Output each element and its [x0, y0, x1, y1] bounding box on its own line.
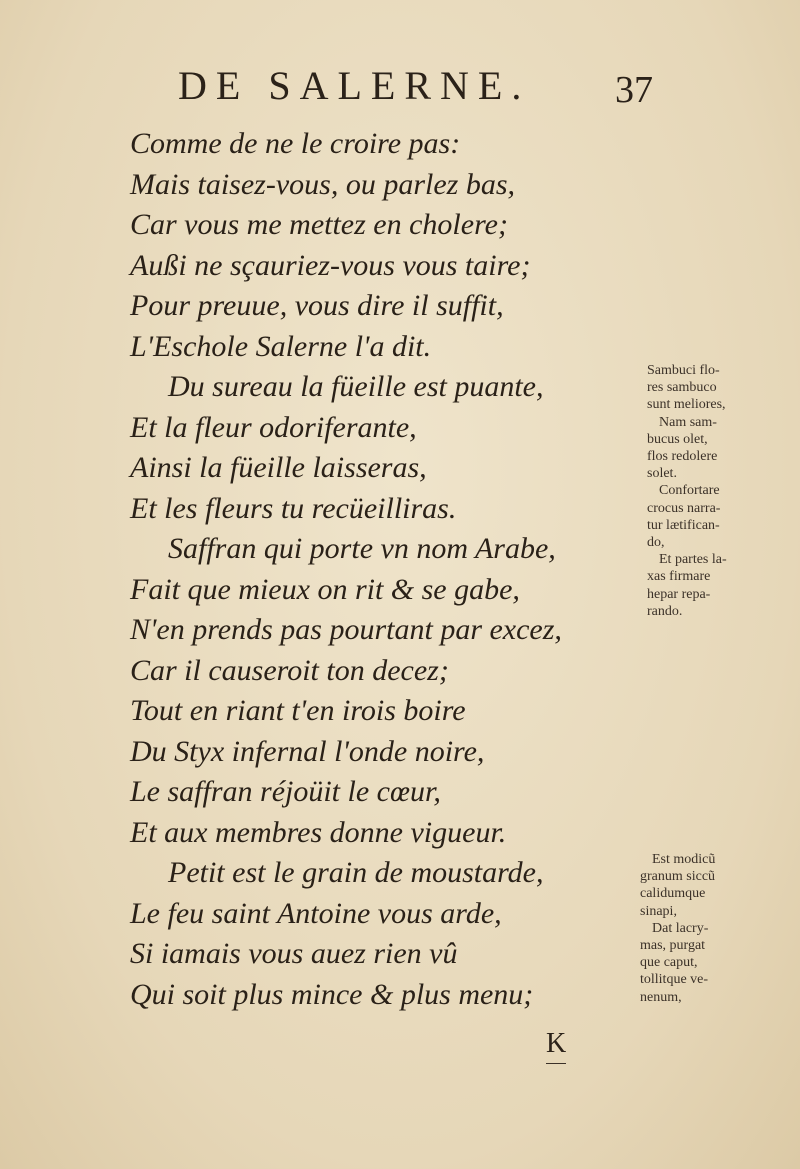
verse-line: Le saffran réjoüit le cœur,: [130, 775, 441, 808]
margin-note-line: rando.: [647, 603, 683, 619]
verse-line: Du sureau la füeille est puante,: [168, 370, 544, 403]
margin-note-sambucus: [647, 362, 792, 620]
margin-note-sinapi: [640, 851, 785, 1006]
verse-line: Et les fleurs tu recüeilliras.: [130, 491, 457, 525]
verse-line: Außi ne sçauriez-vous vous taire;: [130, 248, 531, 282]
verse-line: Saffran qui porte vn nom Arabe,: [168, 532, 556, 565]
verse-line: Qui soit plus mince & plus menu;: [130, 977, 534, 1011]
margin-note-line: mas, purgat: [640, 938, 706, 954]
verse-line: N'en prends pas pourtant par excez,: [130, 613, 562, 646]
verse-line: Car il causeroit ton decez;: [130, 653, 449, 687]
margin-note-line: calidumque: [640, 886, 706, 902]
verse-line: Mais taisez-vous, ou parlez bas,: [130, 167, 515, 201]
margin-note-line: nenum,: [640, 989, 682, 1005]
verse-line: Du Styx infernal l'onde noire,: [130, 734, 485, 768]
margin-note-line: Et partes la-: [659, 552, 727, 568]
verse-line: Et aux membres donne vigueur.: [130, 815, 507, 849]
margin-note-line: sunt meliores,: [647, 397, 726, 413]
margin-note-line: Est modicũ: [652, 852, 716, 867]
margin-note-line: granum siccũ: [640, 869, 716, 885]
margin-note-line: do,: [647, 535, 665, 551]
verse-line: Et la fleur odoriferante,: [130, 410, 417, 444]
margin-note-line: solet.: [647, 466, 677, 482]
margin-note-line: flos redolere: [647, 449, 718, 465]
margin-note-line: Nam sam-: [659, 414, 717, 430]
verse-line: Pour preuue, vous dire il suffit,: [130, 289, 504, 322]
verse-line: Si iamais vous auez rien vû: [130, 937, 458, 970]
verse-line: Fait que mieux on rit & se gabe,: [130, 572, 520, 606]
verse-line: Ainsi la füeille laisseras,: [130, 451, 427, 484]
margin-note-line: crocus narra-: [647, 500, 721, 516]
verse-line: Petit est le grain de moustarde,: [168, 856, 544, 889]
margin-note-line: sinapi,: [640, 903, 677, 919]
margin-note-line: tur lætifican-: [647, 517, 720, 533]
margin-note-line: Dat lacry-: [652, 920, 709, 936]
verse-line: L'Eschole Salerne l'a dit.: [130, 329, 432, 363]
margin-note-line: res sambuco: [647, 380, 717, 396]
margin-note-line: hepar repa-: [647, 586, 711, 602]
verse-line: Le feu saint Antoine vous arde,: [130, 896, 502, 930]
margin-note-line: Sambuci flo-: [647, 363, 720, 378]
verse-line: Car vous me mettez en cholere;: [130, 208, 508, 241]
page-number: 37: [615, 69, 653, 111]
verse-line: Comme de ne le croire pas:: [130, 127, 461, 160]
running-head-title: DE SALERNE.: [178, 63, 531, 108]
margin-note-line: xas firmare: [647, 569, 711, 585]
signature-mark: K: [546, 1028, 567, 1059]
verse-line: Tout en riant t'en irois boire: [130, 694, 466, 727]
verse-block: [130, 124, 650, 1015]
margin-note-line: que caput,: [640, 955, 698, 971]
margin-note-line: tollitque ve-: [640, 972, 709, 988]
margin-note-line: bucus olet,: [647, 431, 708, 447]
margin-note-line: Confortare: [659, 483, 720, 499]
